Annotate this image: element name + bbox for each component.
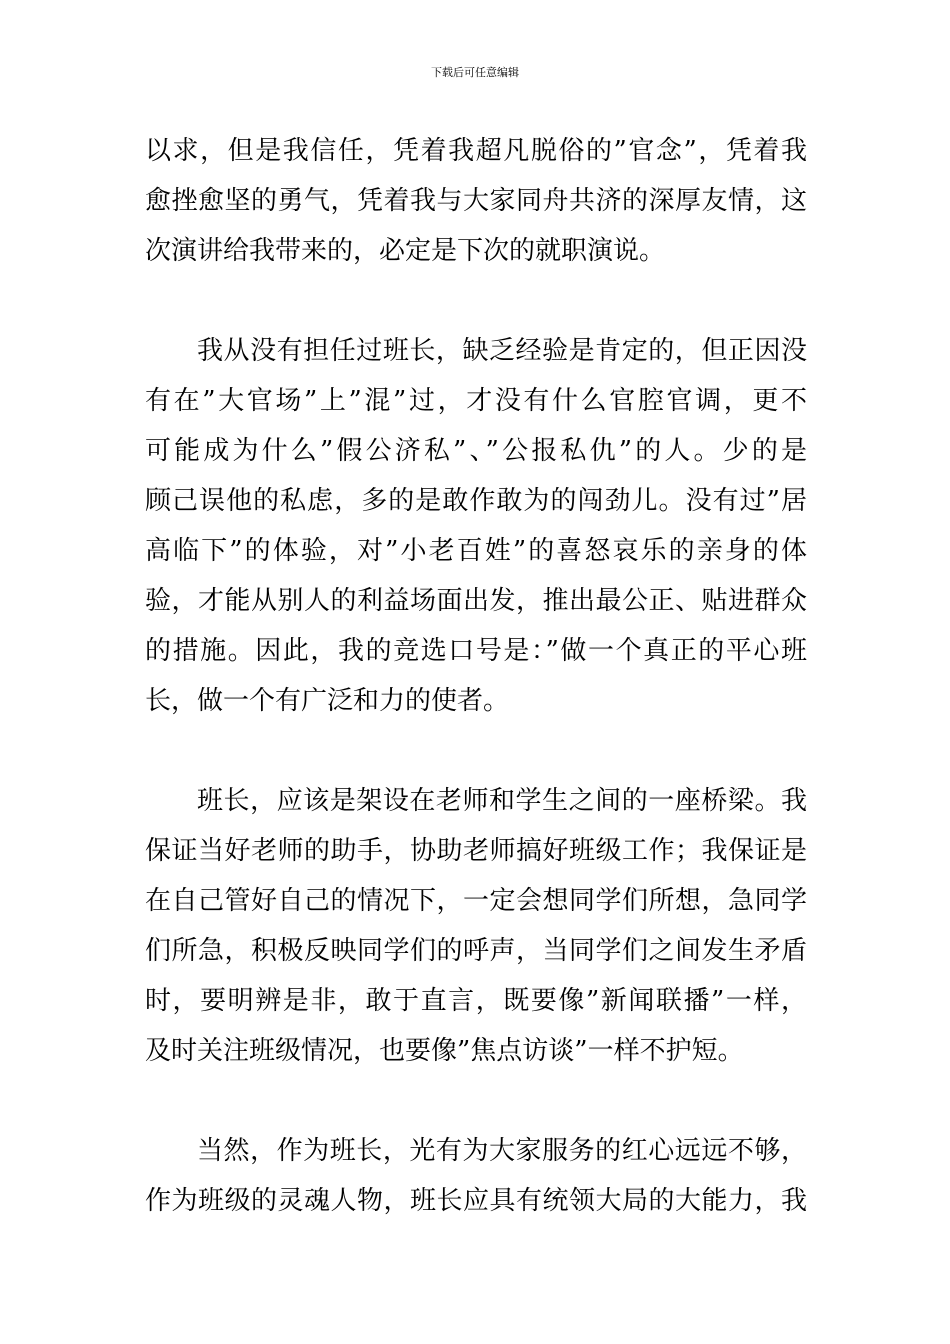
text-line: 愈挫愈坚的勇气，凭着我与大家同舟共济的深厚友情，这 (145, 186, 807, 216)
text-line: 长，做一个有广泛和力的使者。 (145, 686, 510, 716)
paragraph-4 (145, 1126, 807, 1226)
paragraph-gap (145, 726, 807, 776)
header-note: 下载后可任意编辑 (431, 66, 519, 79)
text-line: 作为班级的灵魂人物，班长应具有统领大局的大能力，我 (145, 1186, 807, 1216)
text-line: 们所急，积极反映同学们的呼声，当同学们之间发生矛盾 (145, 936, 807, 966)
text-line: 高临下”的体验，对”小老百姓”的喜怒哀乐的亲身的体 (145, 536, 807, 566)
text-line: 班长，应该是架设在老师和学生之间的一座桥梁。我 (197, 786, 807, 816)
text-line: 当然，作为班长，光有为大家服务的红心远远不够， (197, 1136, 807, 1166)
text-line: 的措施。因此，我的竞选口号是：”做一个真正的平心班 (145, 636, 807, 666)
text-line: 以求，但是我信任，凭着我超凡脱俗的”官念”，凭着我 (145, 136, 807, 166)
text-line: 有在”大官场”上”混”过，才没有什么官腔官调，更不 (145, 386, 807, 416)
paragraph-gap (145, 276, 807, 326)
text-line: 保证当好老师的助手，协助老师搞好班级工作；我保证是 (145, 836, 807, 866)
text-line: 次演讲给我带来的，必定是下次的就职演说。 (145, 236, 666, 266)
text-line: 在自己管好自己的情况下，一定会想同学们所想，急同学 (145, 886, 807, 916)
paragraph-gap (145, 1076, 807, 1126)
paragraph-2 (145, 326, 807, 726)
text-line: 及时关注班级情况，也要像”焦点访谈”一样不护短。 (145, 1036, 744, 1066)
text-line: 时，要明辨是非，敢于直言，既要像”新闻联播”一样， (145, 986, 807, 1016)
text-line: 可能成为什么”假公济私”、”公报私仇”的人。少的是 (145, 436, 807, 466)
text-line: 验，才能从别人的利益场面出发，推出最公正、贴进群众 (145, 586, 807, 616)
text-line: 顾己误他的私虑，多的是敢作敢为的闯劲儿。没有过”居 (145, 486, 807, 516)
paragraph-3 (145, 776, 807, 1076)
text-line: 我从没有担任过班长，缺乏经验是肯定的，但正因没 (197, 336, 807, 366)
document-body (145, 126, 807, 1226)
paragraph-1 (145, 126, 807, 276)
